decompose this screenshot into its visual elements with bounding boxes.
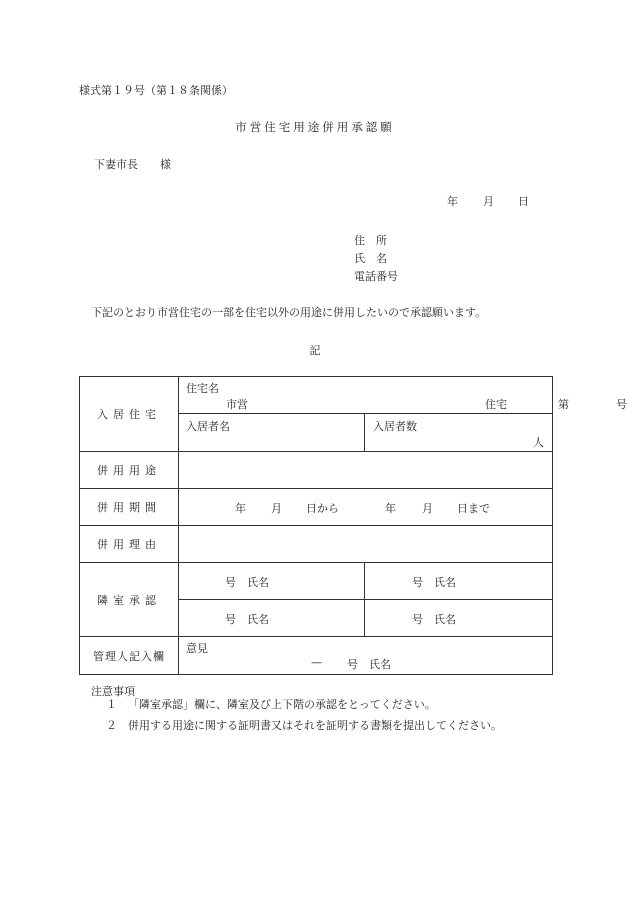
date-month-label: 月 (483, 195, 494, 208)
tenant-name-cell[interactable] (179, 414, 365, 452)
neighbor-cell[interactable] (365, 563, 553, 600)
date-year-label: 年 (447, 195, 458, 208)
manager-cell[interactable] (179, 637, 553, 675)
neighbor-cell[interactable] (179, 563, 365, 600)
period-cell[interactable] (179, 489, 553, 526)
dai-label: 第 (558, 398, 569, 411)
note-text: 「隣室承認」欄に、隣室及び上下階の承認をとってください。 (128, 698, 436, 711)
neighbor-entry: 号 氏名 (412, 613, 456, 626)
note-text: 併用する用途に関する証明書又はそれを証明する書類を提出してください。 (128, 719, 502, 732)
period-start-month: 月 (271, 502, 282, 515)
use-cell[interactable] (179, 452, 553, 489)
reason-label: 併用理由 (80, 526, 179, 563)
housing-name-cell[interactable] (179, 377, 627, 414)
residence-label: 入居住宅 (80, 377, 179, 452)
use-row (80, 452, 553, 489)
residence-name-row (80, 377, 553, 414)
period-end-month: 月 (422, 502, 433, 515)
notes-heading: 注意事項 (91, 685, 135, 698)
period-label: 併用期間 (80, 489, 179, 526)
document-title: 市営住宅用途併用承認願 (235, 120, 395, 134)
tenant-count-cell[interactable] (365, 414, 553, 452)
neighbor-entry: 号 氏名 (225, 613, 269, 626)
use-label: 併用用途 (80, 452, 179, 489)
neighbor-entry: 号 氏名 (225, 576, 269, 589)
reason-cell[interactable] (179, 526, 553, 563)
go-label: 号 (616, 398, 627, 411)
form-code: 様式第１９号（第１８条関係） (79, 84, 233, 97)
neighbor-cell[interactable] (179, 600, 365, 637)
neighbor-cell[interactable] (365, 600, 553, 637)
reason-row (80, 526, 553, 563)
people-unit: 人 (533, 436, 544, 449)
applicant-name-label: 氏 名 (354, 252, 387, 265)
period-end-year: 年 (385, 502, 396, 515)
application-table (79, 376, 627, 675)
opinion-label: 意見 (186, 642, 208, 655)
housing-name-label: 住宅名 (186, 382, 219, 395)
neighbor-row-1 (80, 563, 553, 600)
request-statement: 下記のとおり市営住宅の一部を住宅以外の用途に併用したいので承認願います。 (91, 306, 487, 319)
neighbor-label: 隣室承認 (80, 563, 179, 637)
tenant-name-label: 入居者名 (186, 420, 230, 433)
manager-entry: 号 氏名 (347, 658, 391, 671)
date-day-label: 日 (518, 195, 529, 208)
period-start-day: 日から (306, 502, 339, 515)
neighbor-entry: 号 氏名 (412, 576, 456, 589)
addressee: 下妻市長 様 (94, 158, 171, 171)
period-end-day: 日まで (457, 502, 490, 515)
ki-heading: 記 (309, 344, 321, 357)
note-number: ２ (106, 719, 117, 732)
period-start-year: 年 (235, 502, 246, 515)
manager-label: 管理人記入欄 (80, 637, 179, 675)
city-label: 市営 (226, 398, 248, 411)
note-item (106, 696, 436, 712)
tenant-count-label: 入居者数 (373, 420, 417, 433)
manager-dash: — (311, 656, 322, 669)
jutaku-label: 住宅 (485, 398, 507, 411)
note-item (106, 717, 502, 733)
manager-row (80, 637, 553, 675)
period-row (80, 489, 553, 526)
applicant-address-label: 住 所 (354, 234, 387, 247)
applicant-phone-label: 電話番号 (354, 270, 398, 283)
note-number: １ (106, 698, 117, 711)
